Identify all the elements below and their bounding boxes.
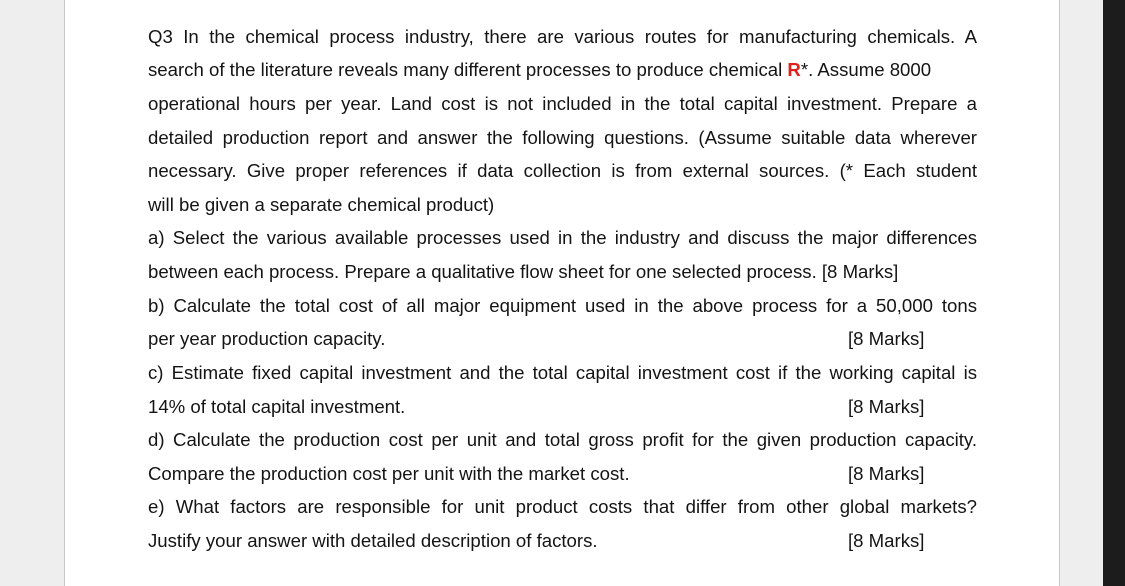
- part-c-line-2: 14% of total capital investment.: [148, 396, 406, 417]
- part-c-marks: [8 Marks]: [848, 396, 925, 417]
- part-e-line-2: Justify your answer with detailed description of factors.: [148, 530, 598, 551]
- part-a-line-1: a) Select the various available processes used in the industry and discuss the major differences: [148, 227, 977, 248]
- part-a-line-2: between each process. Prepare a qualitative flow sheet for one selected process. [8 Marks]: [148, 261, 899, 282]
- question-line-2-text: search of the literature reveals many different processes to produce chemical: [148, 59, 788, 80]
- part-b-line-1: b) Calculate the total cost of all major equipment used in the above process for a 50,000 tons: [148, 295, 977, 316]
- part-b-marks: [8 Marks]: [848, 328, 925, 349]
- question-line-1: Q3 In the chemical process industry, there are various routes for manufacturing chemicals. A: [148, 26, 977, 47]
- chemical-r-label: R: [787, 59, 801, 80]
- part-e-marks: [8 Marks]: [848, 530, 925, 551]
- right-edge-bar: [1103, 0, 1125, 586]
- part-e-line-1: e) What factors are responsible for unit product costs that differ from other global markets?: [148, 496, 977, 517]
- question-line-4: detailed production report and answer the following questions. (Assume suitable data wherever: [148, 127, 977, 148]
- question-line-5: necessary. Give proper references if data collection is from external sources. (* Each student: [148, 160, 977, 181]
- part-c-line-1: c) Estimate fixed capital investment and the total capital investment cost if the working capital is: [148, 362, 977, 383]
- question-line-2-tail: *. Assume 8000: [800, 59, 932, 80]
- part-b-line-2: per year production capacity.: [148, 328, 386, 349]
- question-line-6: will be given a separate chemical product): [148, 194, 495, 215]
- question-line-3: operational hours per year. Land cost is not included in the total capital investment. Prepare a: [148, 93, 977, 114]
- part-d-line-2: Compare the production cost per unit with the market cost.: [148, 463, 630, 484]
- part-d-marks: [8 Marks]: [848, 463, 925, 484]
- question-line-2: [148, 59, 977, 81]
- part-d-line-1: d) Calculate the production cost per unit and total gross profit for the given production capacity.: [148, 429, 977, 450]
